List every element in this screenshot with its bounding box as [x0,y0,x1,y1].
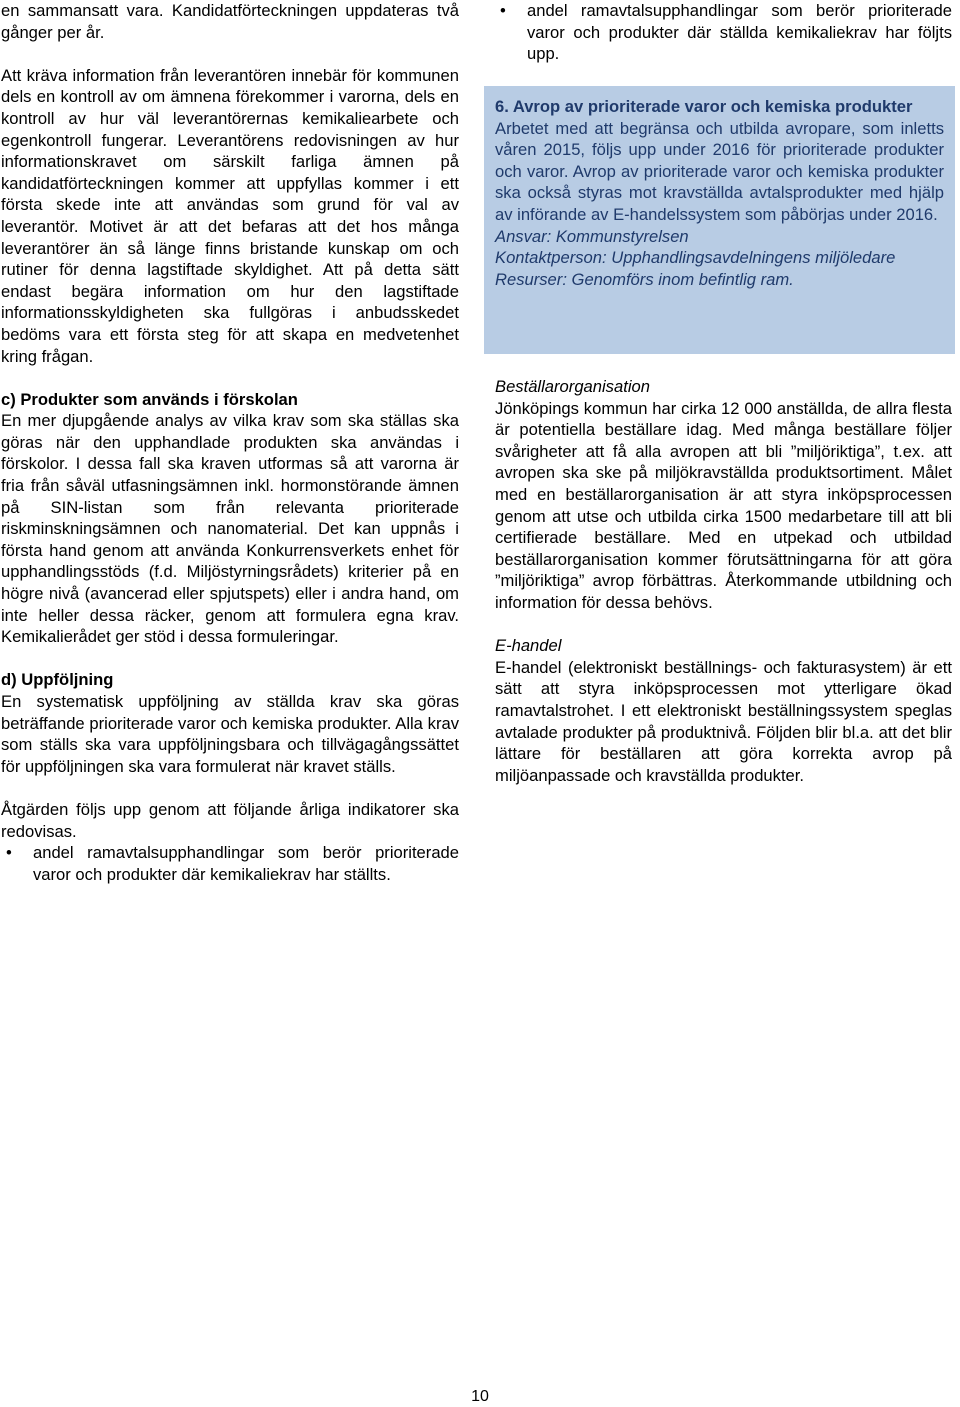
paragraph-orderer-organisation: Jönköpings kommun har cirka 12 000 anställda, de allra flesta är potentiella beställare idag. Med många beställare följer svårigheter att få alla avropen att bli ”miljöriktiga”, t.ex. att avropen ska ske på miljökravställda produktsortiment. Målet med en beställarorganisation är att styra inköpsprocessen genom att utse och utbilda cirka 1500 medarbetare till att bli certifierade beställare. Med en utpekad och utbildad beställarorganisation kommer förutsättningarna för att göra ”miljöriktiga” avrop förbättras. Återkommande utbildning och information för dessa behövs. [495,398,952,612]
paragraph-indicators-intro: Åtgärden följs upp genom att följande årliga indikatorer ska redovisas. [1,799,459,841]
heading-c-preschool-products: c) Produkter som används i förskolan [1,389,298,409]
page-number: 10 [471,1388,489,1405]
paragraph-follow-up: En systematisk uppföljning av ställda krav ska göras beträffande prioriterade varor och kemiska produkter. Alla krav som ställs ska vara uppföljningsbara och tillvägagångssättet för uppföljningen ska vara formulerat när kravet ställs. [1,692,459,776]
paragraph-preschool-products: En mer djupgående analys av vilka krav som ska ställas ska göras när den upphandlade produkten ska användas i förskolor. I dessa fall ska kraven utformas så att varorna är fria från såväl utfasningsämnen inkl. hormonstörande ämnen på SIN-listan som från relevanta prioriterade riskminskningsämnen och nanomaterial. Det kan uppnås i första hand genom att använda Konkurrensverkets enhet för upphandlingsstöds (f.d. Miljöstyrningsrådets) kriterier på en högre nivå (avancerad eller spjutspets) eller i andra hand, om inte heller dessa räcker, genom att formulera egna krav. Kemikalierådet ger stöd i dessa formuleringar. [1,411,459,647]
list-item-text: andel ramavtalsupphandlingar som berör prioriterade varor och produkter där kemikaliekrav har ställts. [33,843,459,884]
action-box-responsible: Ansvar: Kommunstyrelsen [495,226,689,246]
list-item-indicator [1,842,459,885]
bullet-icon: • [500,1,506,20]
paragraph-continuation: en sammansatt vara. Kandidatförteckningen uppdateras två gånger per år. [1,1,459,42]
heading-d-follow-up: d) Uppföljning [1,670,114,690]
right-column-bottom [495,376,952,786]
left-column [1,0,459,885]
action-box-heading: 6. Avrop av prioriterade varor och kemiska produkter [495,97,913,116]
action-box-resources: Resurser: Genomförs inom befintlig ram. [495,269,794,289]
heading-orderer-organisation: Beställarorganisation [495,377,650,396]
action-box-body: Arbetet med att begränsa och utbilda avropare, som inletts våren 2015, följs upp under 2016 för prioriterade produkter och varor. Avrop av prioriterade varor och kemiska produkter ska också styras mot kravställda avtalsprodukter med hjälp av införande av E-handelssystem som påbörjas under 2016. [495,118,944,224]
list-item-text: andel ramavtalsupphandlingar som berör prioriterade varor och produkter där ställda kemikaliekrav har följts upp. [527,1,952,64]
paragraph-information-requirement: Att kräva information från leverantören innebär för kommunen dels en kontroll av om ämnena förekommer i varorna, dels en kontroll av hur väl leverantörernas kemikaliearbete och egenkontroll fungerar. Leverantörens redovisningen av hur informationskravet om särskilt farliga ämnen på kandidatförteckningen kommer att uppfyllas kommer i ett första skede inte att användas som grund för val av leverantör. Motivet är att det befaras att det hos många leverantörer än så länge finns bristande kunskap om och rutiner för denna lagstiftade skyldighet. Att på detta sätt endast begära information om hur den lagstiftade informationsskyldigheten ska fullgöras i anbudsskedet bedöms vara ett första steg för att skapa en medvetenhet kring frågan. [1,65,459,366]
heading-e-commerce: E-handel [495,636,562,656]
action-box-6 [484,86,955,354]
right-column-top [495,0,952,65]
paragraph-e-commerce: E-handel (elektroniskt beställnings- och fakturasystem) är ett sätt att styra inköpsprocessen mot ytterligare ökad ramavtalstrohet. I ett elektroniskt beställningssystem speglas avtalade produkter på produktnivå. Följden blir bl.a. att det blir lättare för beställaren att göra korrekta avrop på miljöanpassade och kravställda produkter. [495,657,952,785]
action-box-contact: Kontaktperson: Upphandlingsavdelningens miljöledare [495,248,896,268]
list-item-indicator [495,0,952,65]
bullet-icon: • [6,843,12,863]
